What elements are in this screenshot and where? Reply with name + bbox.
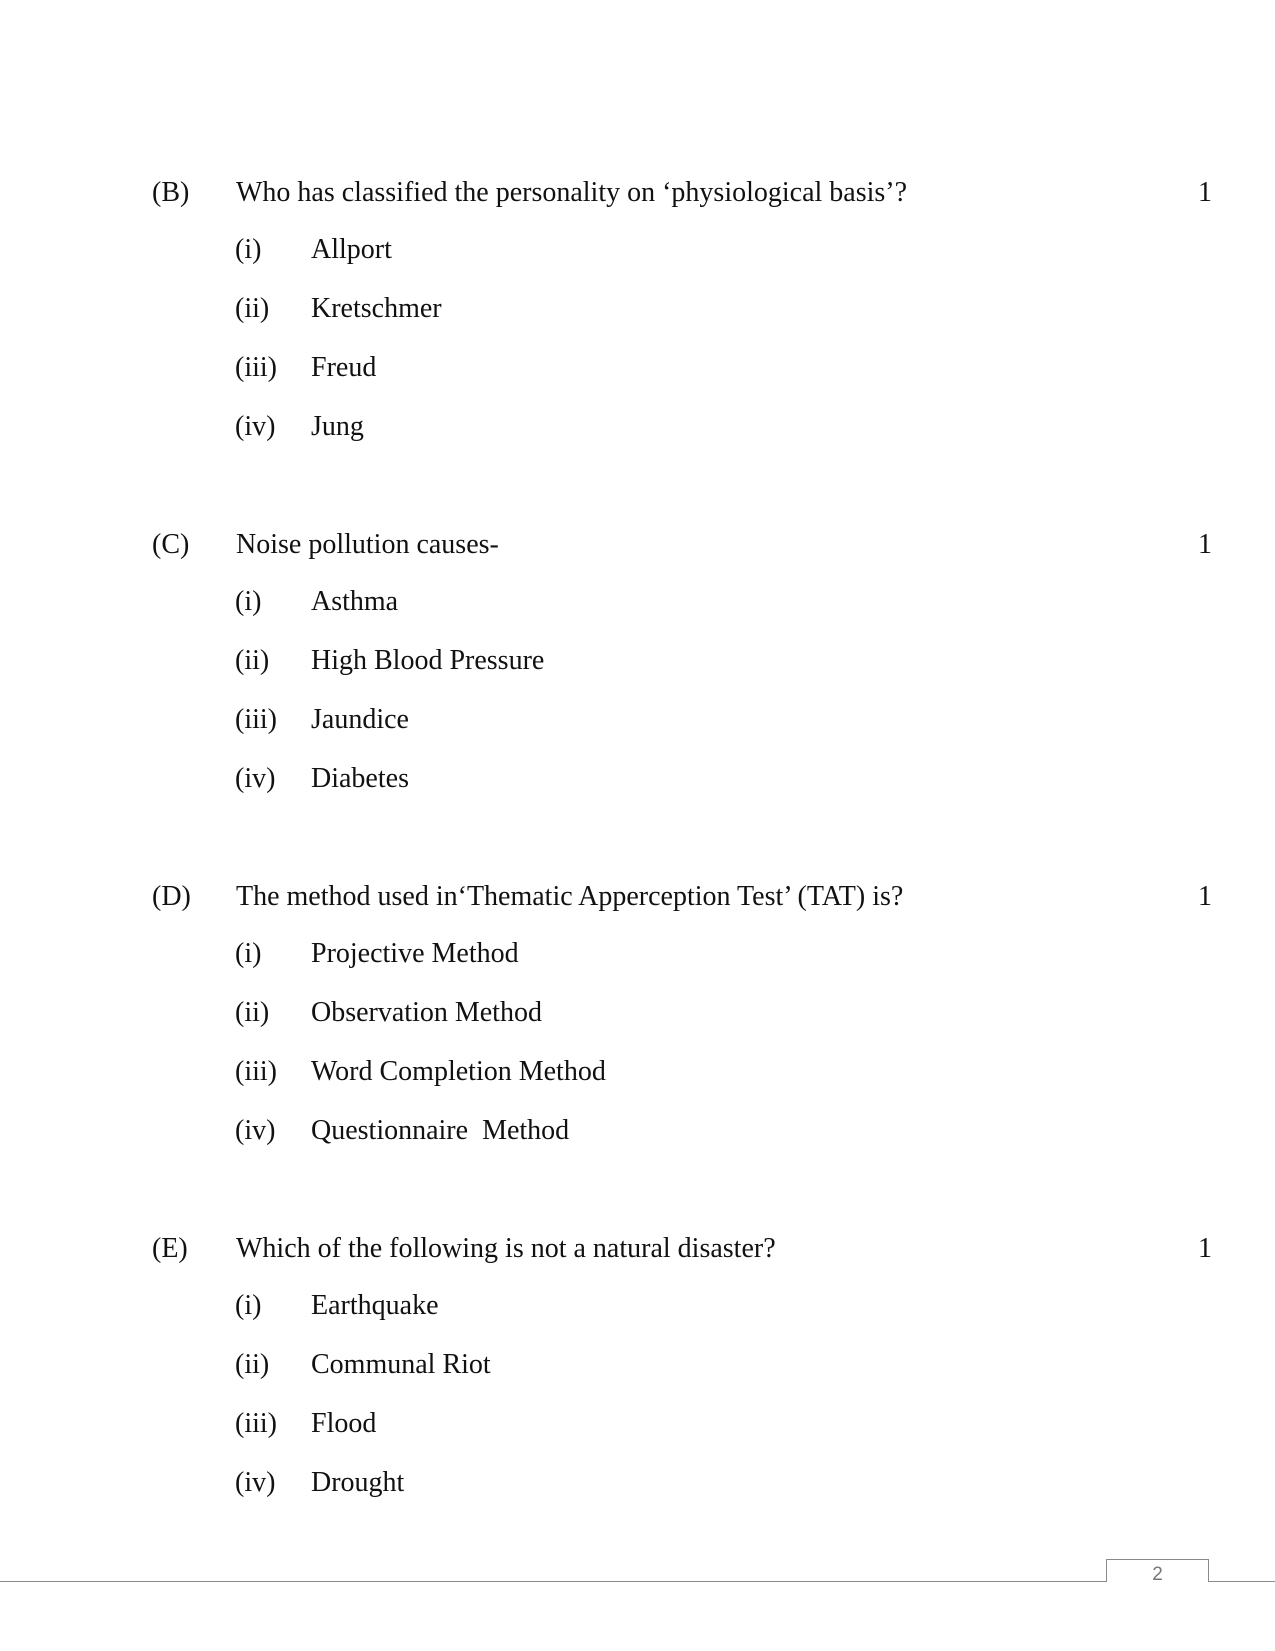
option-text: Asthma xyxy=(311,586,399,617)
option-text: Communal Riot xyxy=(311,1349,491,1380)
option-number: (iv) xyxy=(235,763,276,794)
option-item xyxy=(0,1289,1275,1348)
option-item xyxy=(0,762,1275,821)
option-item xyxy=(0,703,1275,762)
option-item xyxy=(0,1466,1275,1525)
option-item xyxy=(0,1114,1275,1173)
option-list xyxy=(0,1289,1275,1525)
option-item xyxy=(0,1348,1275,1407)
option-number: (ii) xyxy=(235,1349,270,1380)
question-d xyxy=(0,880,1275,1180)
option-text: Observation Method xyxy=(311,997,542,1028)
option-item xyxy=(0,1407,1275,1466)
question-label: (D) xyxy=(152,881,191,912)
option-text: Jung xyxy=(311,411,364,442)
question-b xyxy=(0,176,1275,476)
option-number: (i) xyxy=(235,586,262,617)
option-text: Kretschmer xyxy=(311,293,442,324)
option-text: Jaundice xyxy=(311,704,409,735)
option-number: (iii) xyxy=(235,1408,277,1439)
option-number: (ii) xyxy=(235,997,270,1028)
option-item xyxy=(0,996,1275,1055)
option-text: Flood xyxy=(311,1408,377,1439)
option-item xyxy=(0,644,1275,703)
option-number: (iii) xyxy=(235,704,277,735)
question-marks: 1 xyxy=(1198,1233,1212,1264)
option-number: (i) xyxy=(235,938,262,969)
question-text: Who has classified the personality on ‘physiological basis’? xyxy=(236,177,908,208)
option-text: Allport xyxy=(311,234,392,265)
option-text: Word Completion Method xyxy=(311,1056,606,1087)
question-text: Noise pollution causes- xyxy=(236,529,499,560)
option-item xyxy=(0,233,1275,292)
option-text: Drought xyxy=(311,1467,405,1498)
option-list xyxy=(0,585,1275,821)
question-text: The method used in‘Thematic Apperception Test’ (TAT) is? xyxy=(236,881,904,912)
option-number: (iv) xyxy=(235,1467,276,1498)
question-c xyxy=(0,528,1275,828)
option-number: (ii) xyxy=(235,293,270,324)
page-number: 2 xyxy=(1152,1564,1163,1585)
option-text: Questionnaire Method xyxy=(311,1115,570,1146)
option-item xyxy=(0,937,1275,996)
option-number: (i) xyxy=(235,234,262,265)
option-text: Earthquake xyxy=(311,1290,439,1321)
option-item xyxy=(0,1055,1275,1114)
option-item xyxy=(0,292,1275,351)
option-list xyxy=(0,233,1275,469)
option-number: (iv) xyxy=(235,411,276,442)
question-marks: 1 xyxy=(1198,529,1212,560)
option-number: (i) xyxy=(235,1290,262,1321)
question-text: Which of the following is not a natural disaster? xyxy=(236,1233,776,1264)
question-label: (B) xyxy=(152,177,190,208)
option-text: Diabetes xyxy=(311,763,409,794)
option-number: (iii) xyxy=(235,1056,277,1087)
option-text: High Blood Pressure xyxy=(311,645,545,676)
option-number: (ii) xyxy=(235,645,270,676)
question-e xyxy=(0,1232,1275,1532)
footer-rule xyxy=(0,1581,1275,1582)
option-number: (iii) xyxy=(235,352,277,383)
question-marks: 1 xyxy=(1198,881,1212,912)
option-text: Freud xyxy=(311,352,377,383)
question-label: (E) xyxy=(152,1233,188,1264)
option-item xyxy=(0,410,1275,469)
question-marks: 1 xyxy=(1198,177,1212,208)
option-item xyxy=(0,585,1275,644)
option-item xyxy=(0,351,1275,410)
question-label: (C) xyxy=(152,529,190,560)
option-number: (iv) xyxy=(235,1115,276,1146)
option-text: Projective Method xyxy=(311,938,519,969)
option-list xyxy=(0,937,1275,1173)
